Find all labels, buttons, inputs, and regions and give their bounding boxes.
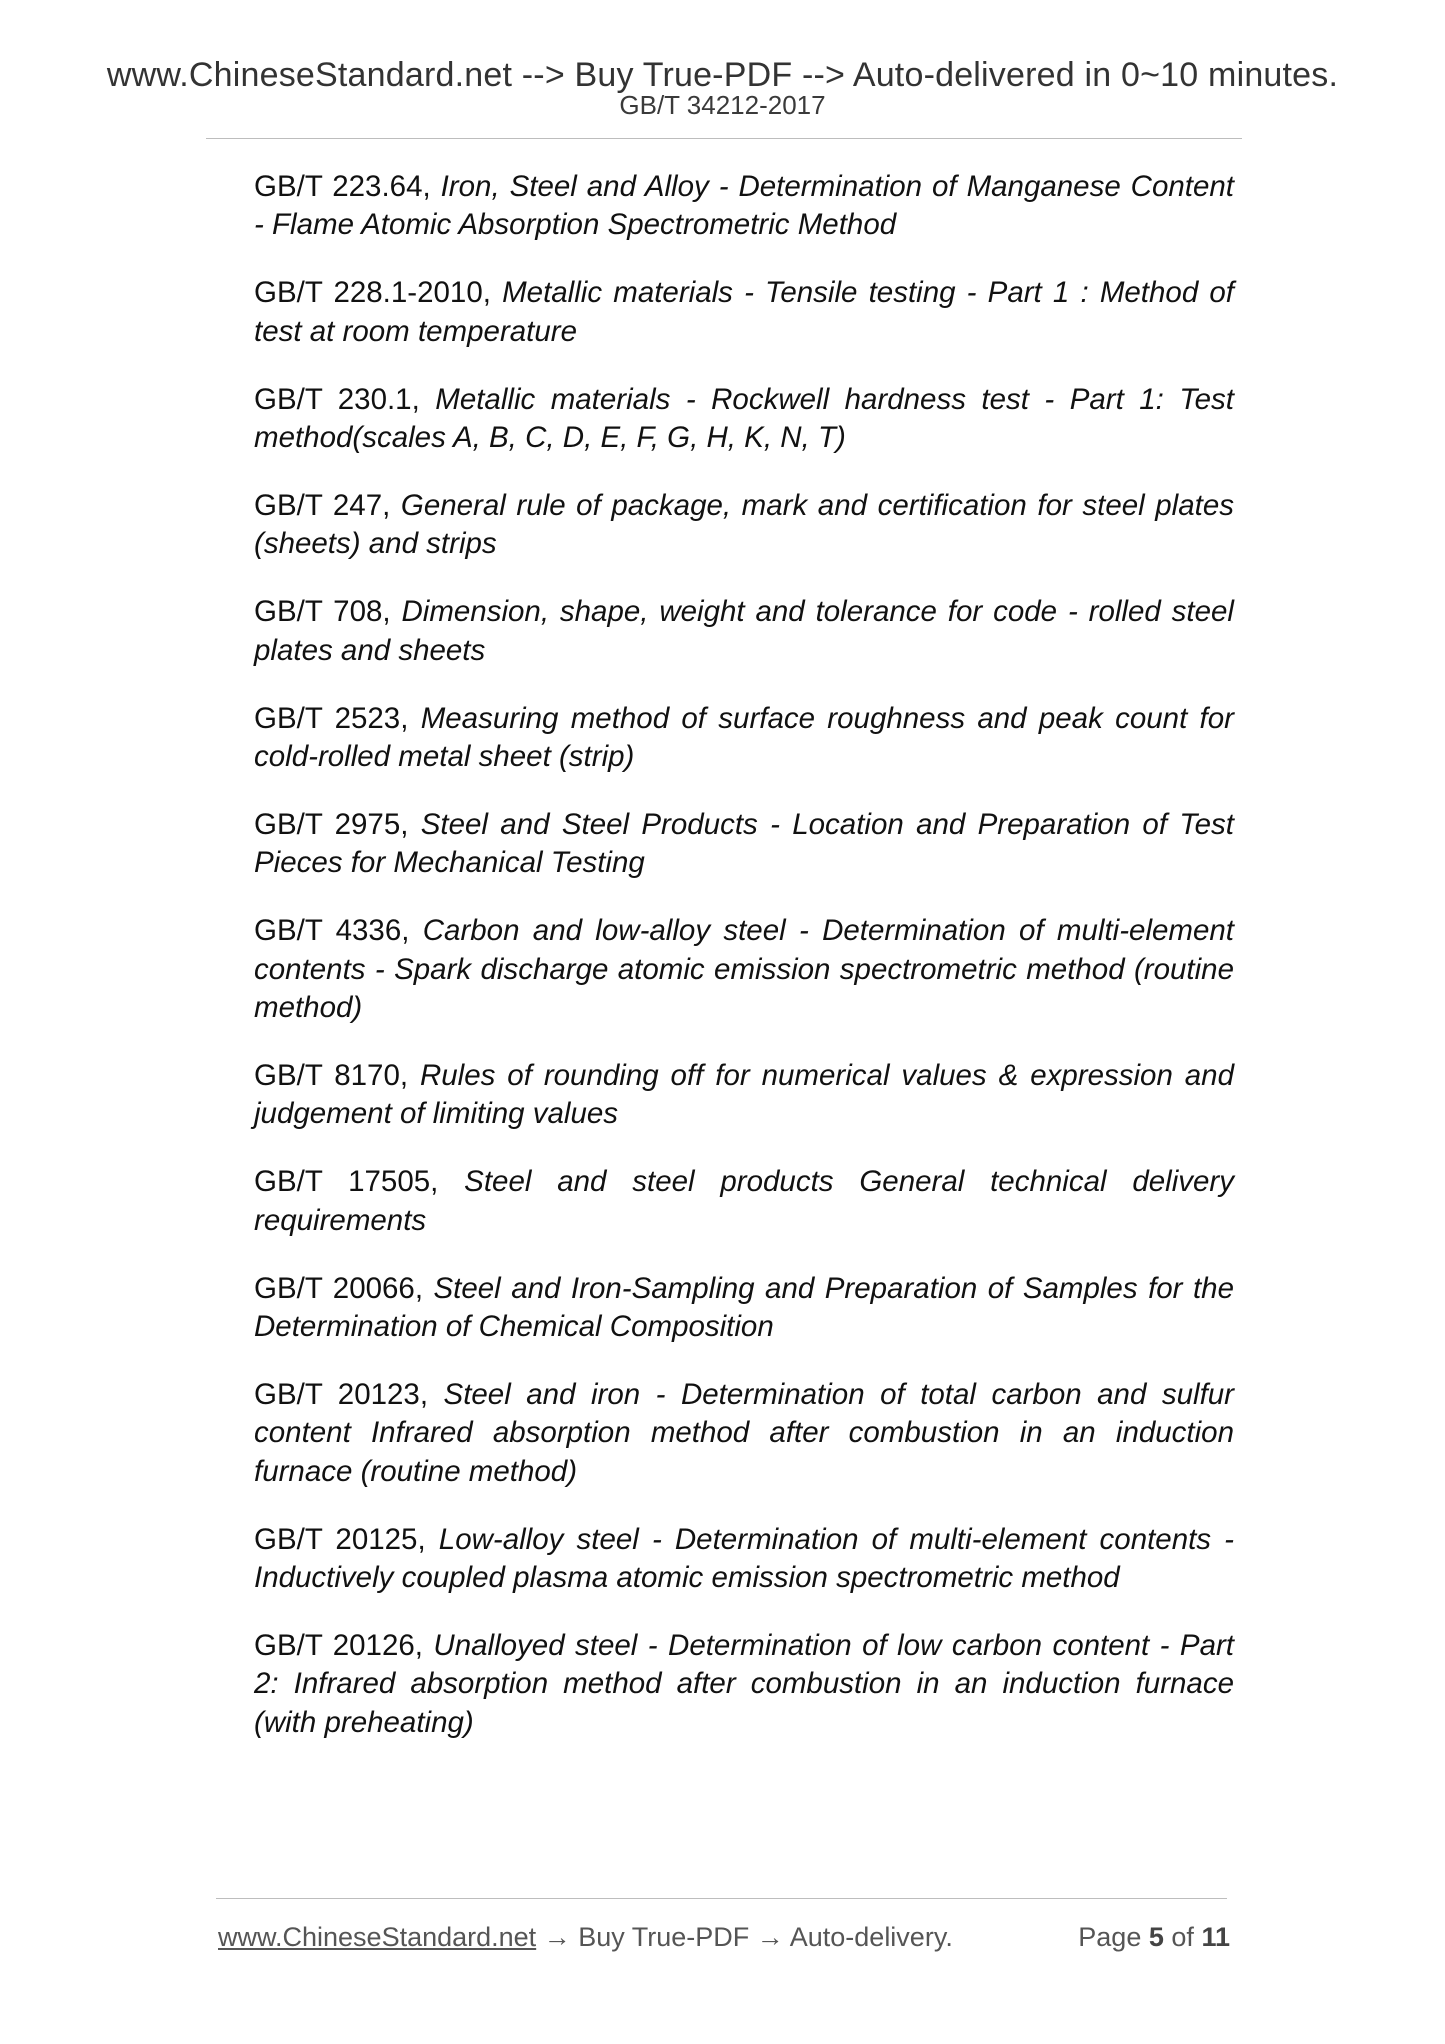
reference-item xyxy=(254,1627,1234,1742)
reference-item xyxy=(254,806,1234,883)
reference-item xyxy=(254,1376,1234,1491)
footer-promo xyxy=(218,1919,953,1955)
reference-item xyxy=(254,912,1234,1027)
reference-item xyxy=(254,381,1234,458)
reference-title: Low-alloy steel - Determination of multi-element contents - Inductively coupled plasma atomic emission spectrometric method xyxy=(254,1522,1234,1594)
reference-code: GB/T 20125, xyxy=(254,1522,439,1556)
reference-code: GB/T 4336, xyxy=(254,914,423,948)
reference-title: Steel and steel products General technical delivery requirements xyxy=(254,1165,1234,1237)
normative-references-list xyxy=(254,168,1234,1772)
reference-code: GB/T 228.1-2010, xyxy=(254,276,503,310)
page-indicator xyxy=(1078,1919,1230,1955)
reference-title: Iron, Steel and Alloy - Determination of Manganese Content - Flame Atomic Absorption Spectrometric Method xyxy=(254,170,1234,242)
reference-item xyxy=(254,274,1234,351)
reference-title: Rules of rounding off for numerical values & expression and judgement of limiting values xyxy=(254,1058,1234,1131)
reference-code: GB/T 223.64, xyxy=(254,170,441,203)
reference-code: GB/T 230.1, xyxy=(254,382,436,416)
reference-item xyxy=(254,487,1234,564)
reference-code: GB/T 17505, xyxy=(254,1165,465,1199)
reference-code: GB/T 708, xyxy=(254,595,402,629)
reference-code: GB/T 247, xyxy=(254,488,401,522)
reference-code: GB/T 2523, xyxy=(254,701,421,735)
footer-site-link[interactable]: www.ChineseStandard.net xyxy=(218,1922,537,1952)
reference-item xyxy=(254,1163,1234,1240)
reference-item xyxy=(254,1521,1234,1598)
reference-code: GB/T 20126, xyxy=(254,1628,434,1662)
reference-code: GB/T 20066, xyxy=(254,1271,434,1305)
page-number: 5 xyxy=(1148,1922,1164,1952)
reference-code: GB/T 8170, xyxy=(254,1058,420,1092)
reference-title: Metallic materials - Rockwell hardness test - Part 1: Test method(scales A, B, C, D, E, F, G, H, K, N, T) xyxy=(254,382,1234,455)
reference-item xyxy=(254,1270,1234,1347)
reference-item xyxy=(254,168,1234,245)
reference-code: GB/T 2975, xyxy=(254,807,421,841)
header-divider xyxy=(206,138,1242,139)
top-banner: www.ChineseStandard.net --> Buy True-PDF --> Auto-delivered in 0~10 minutes. xyxy=(106,56,1339,94)
reference-title: Steel and Iron-Sampling and Preparation of Samples for the Determination of Chemical Composition xyxy=(254,1271,1234,1343)
reference-item xyxy=(254,700,1234,777)
footer-tagline: → Buy True-PDF → Auto-delivery. xyxy=(536,1922,953,1952)
reference-item xyxy=(254,593,1234,670)
reference-title: Carbon and low-alloy steel - Determination of multi-element contents - Spark discharge atomic emission spectrometric method (routine method) xyxy=(254,914,1234,1024)
page-footer xyxy=(218,1919,1230,1955)
reference-title: Metallic materials - Tensile testing - Part 1 : Method of test at room temperature xyxy=(254,276,1234,348)
reference-code: GB/T 20123, xyxy=(254,1377,444,1411)
page-total: 11 xyxy=(1201,1922,1230,1952)
of-label: of xyxy=(1171,1922,1194,1952)
document-id: GB/T 34212-2017 xyxy=(619,90,826,120)
reference-title: Steel and iron - Determination of total carbon and sulfur content Infrared absorption method after combustion in an induction furnace (routine method) xyxy=(254,1377,1234,1488)
page-label: Page xyxy=(1078,1922,1142,1952)
reference-title: Steel and Steel Products - Location and Preparation of Test Pieces for Mechanical Testing xyxy=(254,807,1234,880)
reference-title: Dimension, shape, weight and tolerance for code - rolled steel plates and sheets xyxy=(254,595,1234,667)
reference-title: Measuring method of surface roughness and peak count for cold-rolled metal sheet (strip) xyxy=(254,701,1234,773)
footer-divider xyxy=(216,1898,1227,1899)
reference-item xyxy=(254,1057,1234,1134)
reference-title: General rule of package, mark and certification for steel plates (sheets) and strips xyxy=(254,488,1234,561)
reference-title: Unalloyed steel - Determination of low carbon content - Part 2: Infrared absorption method after combustion in an induction furnace (with preheating) xyxy=(254,1628,1234,1739)
